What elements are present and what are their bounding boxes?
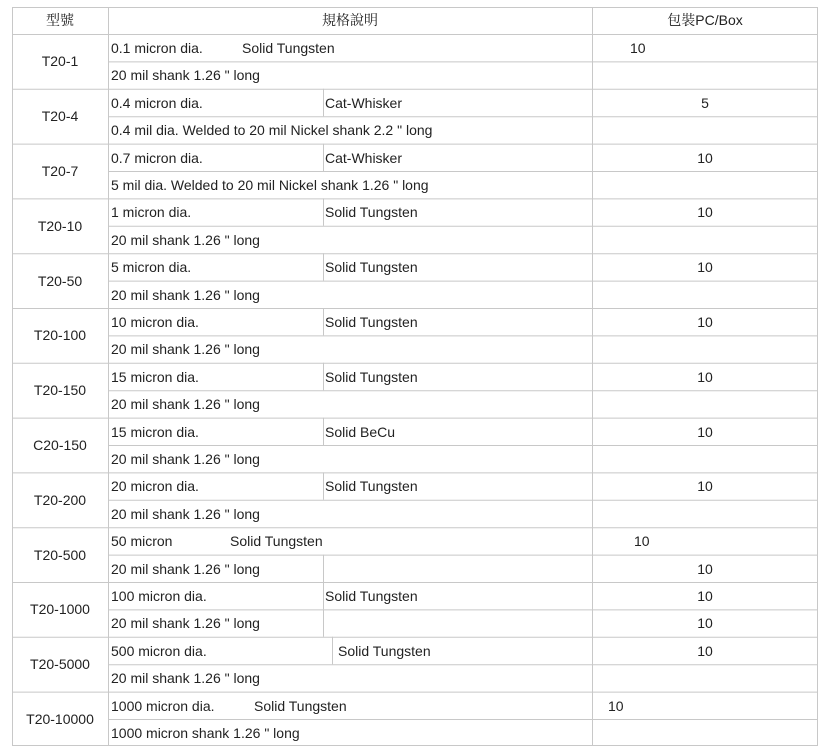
cell-model: T20-10000 — [26, 711, 94, 727]
cell-material: Solid Tungsten — [325, 368, 418, 385]
cell-description: 10 micron dia. — [111, 314, 199, 330]
cell-detail: 20 mil shank 1.26 " long — [111, 615, 260, 632]
cell-detail: 5 mil dia. Welded to 20 mil Nickel shank 1.26 " long — [111, 177, 429, 193]
cell-model: T20-200 — [33, 491, 87, 508]
cell-description: 0.4 micron dia. — [111, 94, 203, 111]
cell-pack: 10 — [697, 423, 713, 440]
cell-description: 50 micron — [111, 533, 173, 550]
cell-material: Solid Tungsten — [254, 697, 347, 714]
cell-model: C20-150 — [33, 437, 87, 453]
header-pack: 包裝PC/Box — [667, 12, 743, 28]
cell-description: 15 micron dia. — [111, 368, 199, 385]
cell-description: 15 micron dia. — [111, 423, 199, 440]
cell-detail: 20 mil shank 1.26 " long — [111, 396, 260, 413]
cell-detail-pack: 10 — [697, 615, 713, 632]
cell-model: T20-500 — [33, 546, 87, 563]
cell-material: Solid Tungsten — [325, 478, 418, 495]
cell-model: T20-5000 — [30, 656, 90, 673]
cell-model: T20-1000 — [30, 601, 90, 618]
cell-model: T20-4 — [41, 108, 79, 125]
cell-material: Solid Tungsten — [230, 533, 323, 550]
cell-material: Solid Tungsten — [242, 40, 335, 56]
cell-detail: 20 mil shank 1.26 " long — [111, 286, 260, 303]
cell-pack: 10 — [697, 314, 713, 330]
cell-detail: 0.4 mil dia. Welded to 20 mil Nickel shank 2.2 " long — [111, 122, 433, 139]
cell-material: Solid Tungsten — [338, 642, 431, 659]
cell-model: T20-100 — [33, 327, 87, 344]
cell-detail: 20 mil shank 1.26 " long — [111, 67, 260, 84]
cell-detail-pack: 10 — [697, 560, 713, 577]
cell-model: T20-7 — [41, 163, 79, 179]
cell-model: T20-50 — [37, 272, 83, 289]
header-spec: 規格說明 — [322, 12, 378, 28]
product-spec-table — [12, 7, 818, 746]
cell-model: T20-10 — [37, 217, 83, 234]
cell-description: 0.1 micron dia. — [111, 40, 203, 56]
header-model: 型號 — [46, 12, 74, 28]
cell-material: Solid Tungsten — [325, 314, 418, 330]
cell-pack: 10 — [697, 588, 713, 604]
cell-detail: 20 mil shank 1.26 " long — [111, 670, 260, 687]
cell-pack: 5 — [701, 94, 709, 111]
cell-material: Cat-Whisker — [325, 94, 403, 111]
cell-pack: 10 — [697, 259, 713, 276]
cell-description: 20 micron dia. — [111, 478, 199, 495]
cell-material: Solid BeCu — [325, 423, 396, 440]
cell-pack: 10 — [697, 368, 713, 385]
cell-pack: 10 — [608, 697, 624, 714]
cell-description: 5 micron dia. — [111, 259, 192, 276]
cell-description: 1000 micron dia. — [111, 697, 215, 714]
cell-detail: 20 mil shank 1.26 " long — [111, 231, 260, 248]
cell-model: T20-1 — [41, 53, 79, 70]
cell-pack: 10 — [697, 642, 713, 659]
cell-detail: 1000 micron shank 1.26 " long — [111, 725, 300, 741]
cell-pack: 10 — [697, 478, 713, 495]
cell-material: Solid Tungsten — [325, 259, 418, 276]
cell-pack: 10 — [634, 533, 650, 550]
cell-description: 1 micron dia. — [111, 204, 192, 221]
cell-detail: 20 mil shank 1.26 " long — [111, 505, 260, 522]
cell-model: T20-150 — [33, 382, 87, 399]
cell-description: 500 micron dia. — [111, 642, 207, 659]
cell-material: Solid Tungsten — [325, 588, 418, 604]
cell-description: 0.7 micron dia. — [111, 149, 203, 166]
cell-description: 100 micron dia. — [111, 588, 207, 604]
cell-pack: 10 — [630, 40, 646, 56]
cell-detail: 20 mil shank 1.26 " long — [111, 341, 260, 358]
cell-pack: 10 — [697, 204, 713, 221]
cell-material: Cat-Whisker — [325, 149, 403, 166]
cell-detail: 20 mil shank 1.26 " long — [111, 560, 260, 577]
cell-material: Solid Tungsten — [325, 204, 418, 221]
cell-detail: 20 mil shank 1.26 " long — [111, 451, 260, 467]
cell-pack: 10 — [697, 149, 713, 166]
